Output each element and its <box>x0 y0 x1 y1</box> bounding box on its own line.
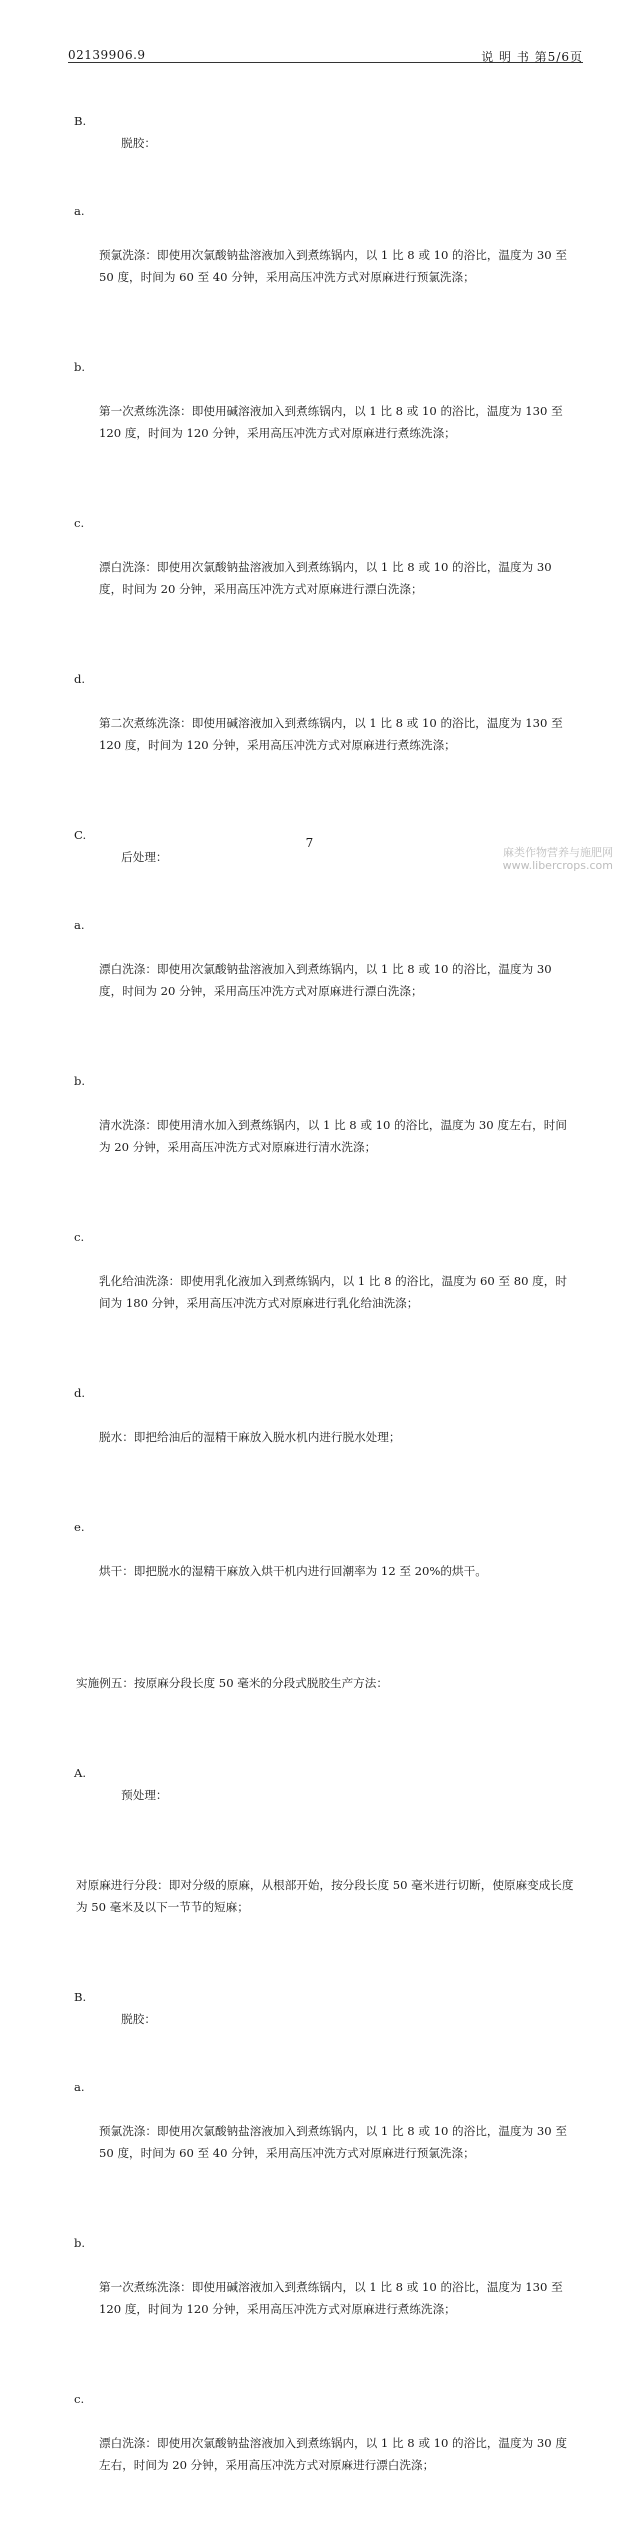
item-marker: c. <box>74 516 85 530</box>
list-item <box>76 334 576 488</box>
item-marker: b. <box>74 1074 86 1088</box>
item-text: 漂白洗涤：即使用次氯酸钠盐溶液加入到煮练锅内，以 1 比 8 或 10 的浴比，温度为 30 度，时间为 20 分钟，采用高压冲洗方式对原麻进行漂白洗涤； <box>99 560 556 596</box>
list-item <box>76 1048 576 1202</box>
item-marker: c. <box>74 2392 85 2406</box>
section-text: 后处理： <box>121 850 168 864</box>
item-text: 预氯洗涤：即使用次氯酸钠盐溶液加入到煮练锅内，以 1 比 8 或 10 的浴比，温度为 30 至 50 度，时间为 60 至 40 分钟，采用高压冲洗方式对原麻进行预氯洗涤； <box>99 248 571 284</box>
item-marker: d. <box>74 672 86 686</box>
item-marker: b. <box>74 360 86 374</box>
patent-number: 02139906.9 <box>68 48 146 62</box>
page-number: 7 <box>305 836 314 850</box>
item-marker: a. <box>74 2080 85 2094</box>
embodiment-text: 实施例五：按原麻分段长度 50 毫米的分段式脱胶生产方法： <box>76 1676 388 1690</box>
item-text: 烘干：即把脱水的湿精干麻放入烘干机内进行回潮率为 12 至 20%的烘干。 <box>99 1564 487 1578</box>
item-text: 第一次煮练洗涤：即使用碱溶液加入到煮练锅内，以 1 比 8 或 10 的浴比，温度为 130 至 120 度，时间为 120 分钟，采用高压冲洗方式对原麻进行煮练洗涤； <box>99 404 567 440</box>
section-text: 脱胶： <box>121 136 156 150</box>
item-text: 第二次煮练洗涤：即使用碱溶液加入到煮练锅内，以 1 比 8 或 10 的浴比，温度为 130 至 120 度，时间为 120 分钟，采用高压冲洗方式对原麻进行煮练洗涤； <box>99 716 567 752</box>
item-text: 脱水：即把给油后的湿精干麻放入脱水机内进行脱水处理； <box>99 1430 401 1444</box>
item-marker: a. <box>74 204 85 218</box>
watermark-url: www.libercrops.com <box>502 859 613 872</box>
section-text: 脱胶： <box>121 2012 156 2026</box>
item-text: 预氯洗涤：即使用次氯酸钠盐溶液加入到煮练锅内，以 1 比 8 或 10 的浴比，温度为 30 至 50 度，时间为 60 至 40 分钟，采用高压冲洗方式对原麻进行预氯洗涤； <box>99 2124 571 2160</box>
list-item <box>76 646 576 800</box>
list-item <box>76 2210 576 2364</box>
item-text: 漂白洗涤：即使用次氯酸钠盐溶液加入到煮练锅内，以 1 比 8 或 10 的浴比，温度为 30 度左右，时间为 20 分钟，采用高压冲洗方式对原麻进行漂白洗涤； <box>99 2436 567 2472</box>
list-item <box>76 2054 576 2208</box>
paragraph <box>76 1830 576 1962</box>
watermark <box>503 846 613 872</box>
item-marker: c. <box>74 1230 85 1244</box>
item-marker: a. <box>74 918 85 932</box>
section-marker: B. <box>74 114 87 128</box>
section-text: 预处理： <box>121 1788 168 1802</box>
list-item <box>76 1204 576 1358</box>
item-text: 漂白洗涤：即使用次氯酸钠盐溶液加入到煮练锅内，以 1 比 8 或 10 的浴比，温度为 30 度，时间为 20 分钟，采用高压冲洗方式对原麻进行漂白洗涤； <box>99 962 556 998</box>
list-item <box>76 1360 576 1492</box>
list-item <box>76 892 576 1046</box>
section-heading <box>76 88 576 176</box>
section-marker: C. <box>74 828 87 842</box>
item-marker: e. <box>74 1520 85 1534</box>
page-header <box>68 18 583 63</box>
section-marker: B. <box>74 1990 87 2004</box>
item-text: 乳化给油洗涤：即使用乳化液加入到煮练锅内，以 1 比 8 的浴比，温度为 60 至 80 度，时间为 180 分钟，采用高压冲洗方式对原麻进行乳化给油洗涤； <box>99 1274 567 1310</box>
embodiment-heading <box>76 1628 576 1738</box>
section-marker: A. <box>74 1766 87 1780</box>
list-item <box>76 1494 576 1626</box>
paragraph-text: 对原麻进行分段：即对分级的原麻，从根部开始，按分段长度 50 毫米进行切断，使原麻变成长度为 50 毫米及以下一节节的短麻； <box>76 1878 574 1914</box>
page-title: 说 明 书 第5/6页 <box>481 50 583 64</box>
item-marker: d. <box>74 1386 86 1400</box>
list-item <box>76 178 576 332</box>
list-item <box>76 2366 576 2520</box>
watermark-site-name: 麻类作物营养与施肥网 <box>503 846 613 859</box>
section-heading <box>76 1740 576 1828</box>
item-marker: b. <box>74 2236 86 2250</box>
item-text: 清水洗涤：即使用清水加入到煮练锅内，以 1 比 8 或 10 的浴比，温度为 30 度左右，时间为 20 分钟，采用高压冲洗方式对原麻进行清水洗涤； <box>99 1118 567 1154</box>
section-heading <box>76 1964 576 2052</box>
list-item <box>76 490 576 644</box>
item-text: 第一次煮练洗涤：即使用碱溶液加入到煮练锅内，以 1 比 8 或 10 的浴比，温度为 130 至 120 度，时间为 120 分钟，采用高压冲洗方式对原麻进行煮练洗涤； <box>99 2280 567 2316</box>
document-body <box>76 88 576 2522</box>
